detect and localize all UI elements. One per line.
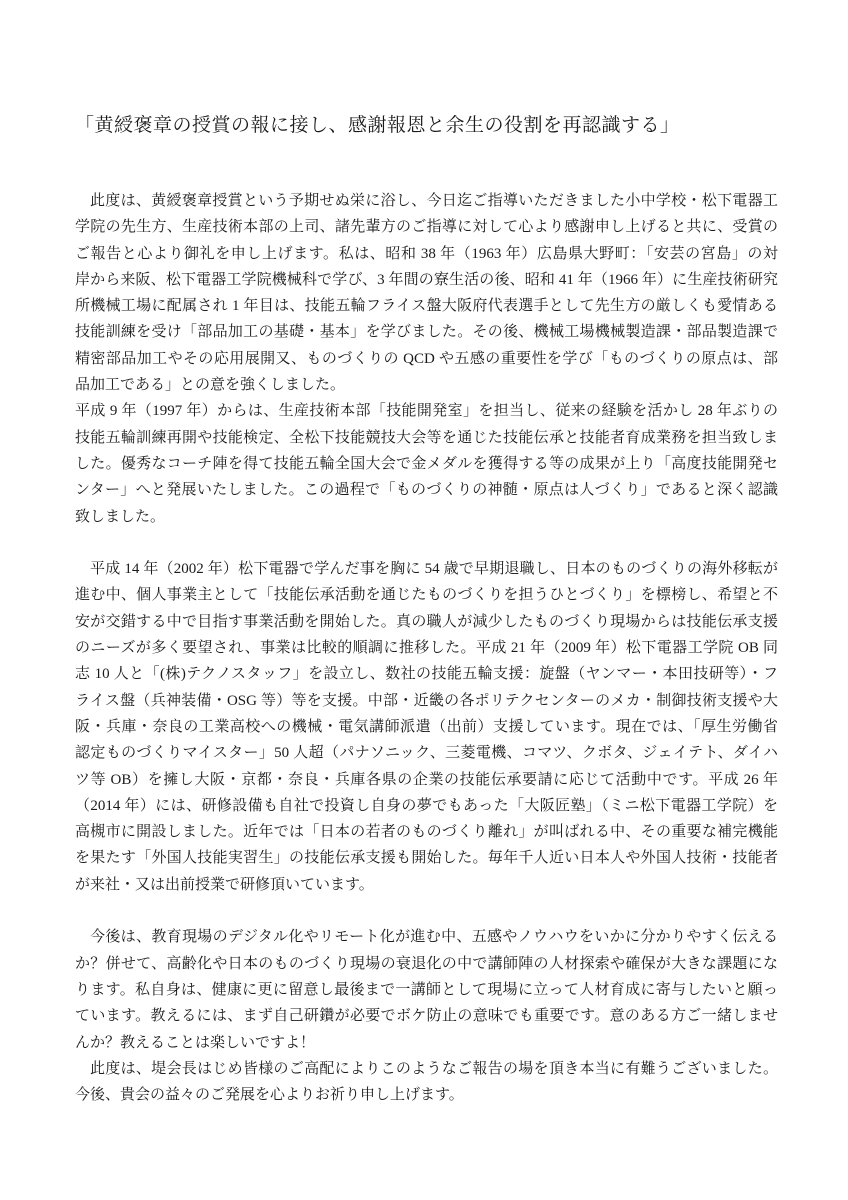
text-line: のニーズが多く要望され、事業は比較的順調に推移した。平成 21 年（2009 年）松下電器工学院 OB 同 <box>75 640 778 657</box>
text-line: 高槻市に開設しました。近年では「日本の若者のものづくり離れ」が叫ばれる中、その重要な補完機能 <box>75 824 778 841</box>
text-line: 認定ものづくりマイスター」50 人超（パナソニック、三菱電機、コマツ、クボタ、ジェイテト、ダイハ <box>75 745 778 762</box>
text-line: ご報告と心より御礼を申し上げます。私は、昭和 38 年（1963 年）広島県大野町：「安芸の宮島」の対 <box>75 245 778 262</box>
text-line: 所機械工場に配属され 1 年目は、技能五輪フライス盤大阪府代表選手として先生方の厳しくも愛情ある <box>75 298 778 315</box>
text-line: 此度は、黄綬褒章授賞という予期せぬ栄に浴し、今日迄ご指導いただきました小中学校・松下電器工 <box>90 193 778 209</box>
paragraph-block-2 <box>75 556 778 898</box>
document-content <box>75 112 778 1108</box>
text-line: が来社・又は出前授業で研修頂いています。 <box>75 876 374 893</box>
text-line: ンター」へと発展いたしました。この過程で「ものづくりの神髄・原点は人づくり」であると深く認識 <box>75 482 778 499</box>
text-line: 精密部品加工やその応用展開又、ものづくりの QCD や五感の重要性を学び「ものづくりの原点は、部 <box>75 350 778 367</box>
text-line: 平成 14 年（2002 年）松下電器で学んだ事を胸に 54 歳で早期退職し、日本のものづくりの海外移転が <box>90 561 778 578</box>
paragraph-block-1 <box>75 188 778 530</box>
text-line: 致しました。 <box>75 508 166 525</box>
text-line: ライス盤（兵神装備・OSG 等）等を支援。中部・近畿の各ポリテクセンターのメカ・制御技術支援や大 <box>75 692 778 709</box>
text-line: 阪・兵庫・奈良の工業高校への機械・電気講師派遣（出前）支援しています。現在では、「厚生労働省 <box>75 718 778 735</box>
text-line: （2014 年）には、研修設備も自社で投資し自身の夢でもあった「大阪匠塾」（ミニ松下電器工学院）を <box>75 797 778 814</box>
text-line: ります。私自身は、健康に更に留意し最後まで一講師として現場に立って人材育成に寄与したいと願っ <box>75 981 778 998</box>
text-line: ています。教えるには、まず自己研鑽が必要でボケ防止の意味でも重要です。意のある方ご一緒しませ <box>75 1008 778 1025</box>
text-line: した。優秀なコーチ陣を得て技能五輪全国大会で金メダルを獲得する等の成果が上り「高度技能開発セ <box>75 455 778 472</box>
text-line: 平成 9 年（1997 年）からは、生産技術本部「技能開発室」を担当し、従来の経験を活かし 28 年ぶりの <box>75 403 778 420</box>
text-line: 品加工である」との意を強くしました。 <box>75 377 346 394</box>
text-line: 岸から来阪、松下電器工学院機械科で学び、3 年間の寮生活の後、昭和 41 年（1966 年）に生産技術研究 <box>75 271 778 288</box>
document-body <box>75 188 778 1108</box>
text-line: ツ等 OB）を擁し大阪・京都・奈良・兵庫各県の企業の技能伝承要請に応じて活動中です。平成 26 年 <box>75 771 778 788</box>
text-line: か？併せて、高齢化や日本のものづくり現場の衰退化の中で講師陣の人材探索や確保が大きな課題にな <box>75 955 778 972</box>
text-line: んか？教えることは楽しいですよ！ <box>75 1034 316 1051</box>
text-line: 技能五輪訓練再開や技能検定、全松下技能競技大会等を通じた技能伝承と技能者育成業務を担当致しま <box>75 429 778 446</box>
text-line: 志 10 人と「(株)テクノスタッフ」を設立し、数社の技能五輪支援：旋盤（ヤンマー・本田技研等）・フ <box>75 666 778 683</box>
text-line: 進む中、個人事業主として「技能伝承活動を通じたものづくりを担うひとづくり」を標榜し、希望と不 <box>75 587 778 604</box>
text-line: 今後、貴会の益々のご発展を心よりお祈り申し上げます。 <box>75 1087 464 1104</box>
text-line: 今後は、教育現場のデジタル化やリモート化が進む中、五感やノウハウをいかに分かりやすく伝える <box>90 929 778 946</box>
page-title: 「黄綬褒章の授賞の報に接し、感謝報恩と余生の役割を再認識する」 <box>75 115 680 136</box>
paragraph-block-3 <box>75 924 778 1108</box>
text-line: 学院の先生方、生産技術本部の上司、諸先輩方のご指導に対して心より感謝申し上げると共に、受賞の <box>75 219 778 236</box>
text-line: 技能訓練を受け「部品加工の基礎・基本」を学びました。その後、機械工場機械製造課・部品製造課で <box>75 324 778 341</box>
text-line: 安が交錯する中で目指す事業活動を開始した。真の職人が減少したものづくり現場からは技能伝承支援 <box>75 613 778 630</box>
text-line: を果たす「外国人技能実習生」の技能伝承支援も開始した。毎年千人近い日本人や外国人技術・技能者 <box>75 850 778 867</box>
text-line: 此度は、堤会長はじめ皆様のご高配によりこのようなご報告の場を頂き本当に有難うございました。 <box>90 1060 778 1077</box>
